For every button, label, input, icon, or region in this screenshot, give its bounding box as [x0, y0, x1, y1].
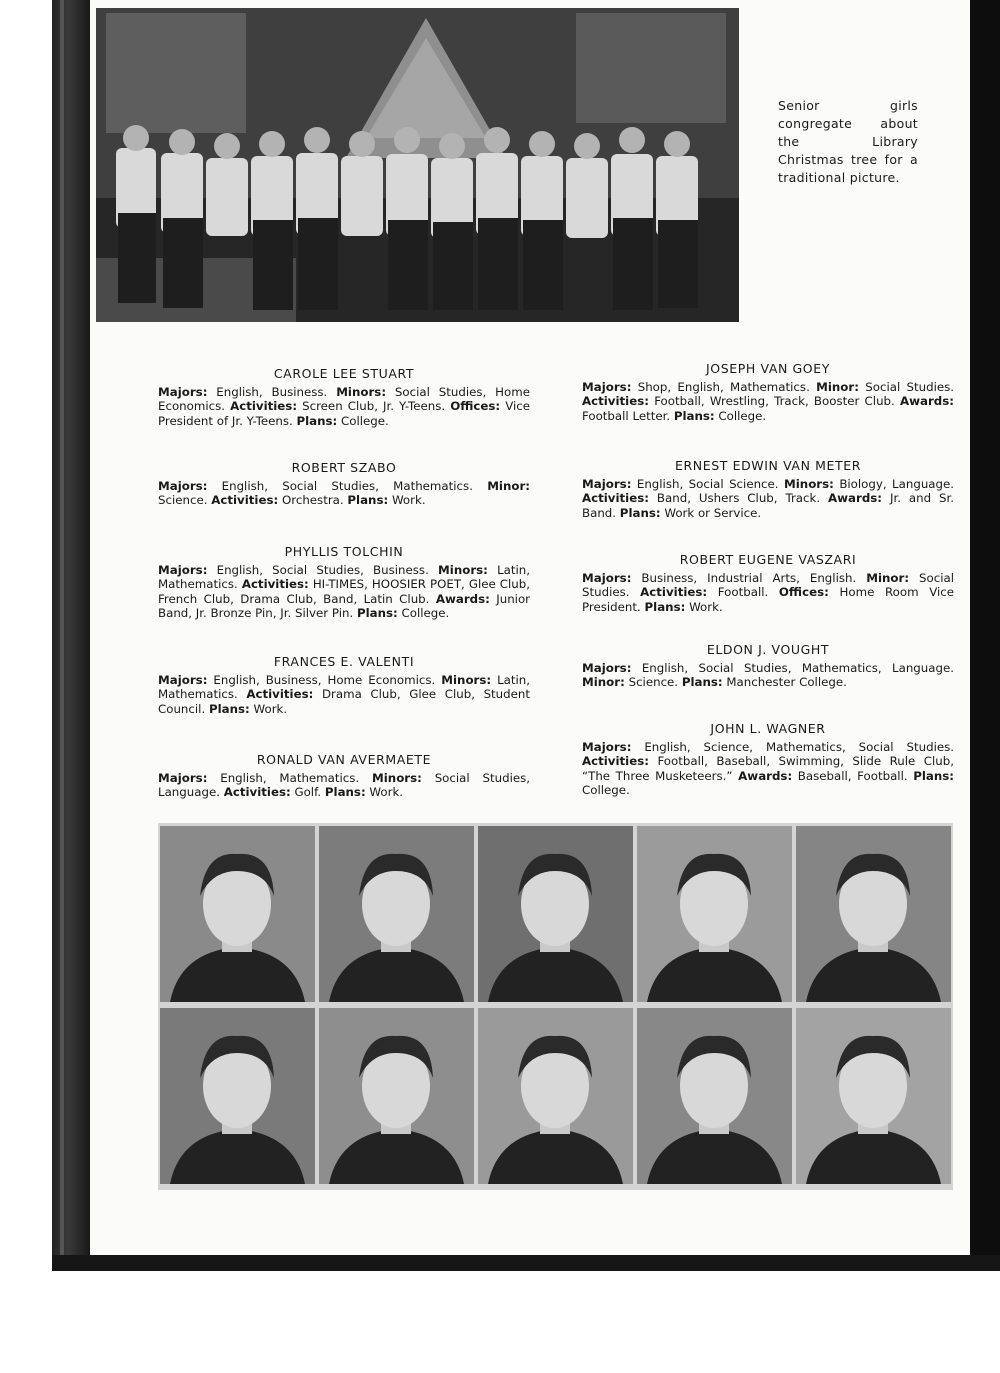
bio-text: Majors: English, Social Studies, Mathematics. Minor: Science. Activities: Orchestra. Plans: Work. [158, 478, 531, 508]
senior-portrait-grid [158, 823, 953, 1190]
activities-label: Activities: [246, 687, 314, 702]
senior-portrait-photo [637, 1008, 792, 1184]
student-name: JOHN L. WAGNER [710, 721, 826, 736]
bio-robert-szabo [158, 461, 530, 508]
minor-label: Minor: [816, 379, 859, 394]
portrait-drawing [319, 826, 474, 1002]
awards-label: Awards: [435, 591, 490, 606]
activities-label: Activities: [640, 585, 708, 600]
senior-portrait-photo [478, 1008, 633, 1184]
senior-portrait-photo [637, 826, 792, 1002]
portrait-drawing [478, 1008, 633, 1184]
student-name: RONALD VAN AVERMAETE [256, 752, 432, 767]
plans-label: Plans: [356, 606, 398, 621]
bio-text: Majors: English, Science, Mathematics, Social Studies. Activities: Football, Baseball, Swimming, Slide Rule Club, “The Three Musketeers.” Awards: Baseball, Football. Plans: College. [582, 739, 955, 798]
plans-label: Plans: [324, 785, 366, 800]
bio-text: Majors: English, Business. Minors: Social Studies, Home Economics. Activities: Screen Club, Jr. Y-Teens. Offices: Vice President of Jr. Y-Teens. Plans: College. [158, 384, 531, 428]
majors-label: Majors: [582, 739, 632, 754]
minors-label: Minors: [784, 476, 834, 491]
binding-edge [60, 0, 64, 1260]
plans-label: Plans: [913, 768, 955, 783]
portrait-drawing [478, 826, 633, 1002]
activities-label: Activities: [241, 577, 309, 592]
group-photo-senior-girls [96, 8, 739, 322]
activities-label: Activities: [230, 399, 298, 414]
student-name: ELDON J. VOUGHT [706, 642, 830, 657]
bio-text: Majors: English, Social Science. Minors: Biology, Language. Activities: Band, Ushers Club, Track. Awards: Jr. and Sr. Band. Plans: Work or Service. [582, 476, 955, 520]
senior-portrait-photo [796, 826, 951, 1002]
student-name: FRANCES E. VALENTI [273, 654, 415, 669]
offices-label: Offices: [450, 399, 501, 414]
portrait-drawing [160, 826, 315, 1002]
bio-ronald-van-avermaete [158, 753, 530, 800]
awards-label: Awards: [900, 394, 954, 409]
plans-label: Plans: [347, 493, 389, 508]
minors-label: Minors: [336, 384, 387, 399]
senior-portrait-photo [160, 1008, 315, 1184]
plans-label: Plans: [681, 675, 723, 690]
portrait-drawing [319, 1008, 474, 1184]
photo-caption: Senior girls congregate about the Library Christmas tree for a traditional picture. [778, 98, 918, 185]
minor-label: Minor: [582, 675, 625, 690]
senior-portrait-photo [319, 826, 474, 1002]
bio-text: Majors: English, Mathematics. Minors: Social Studies, Language. Activities: Golf. Plans: Work. [158, 770, 530, 800]
bio-phyllis-tolchin [158, 545, 530, 621]
majors-label: Majors: [158, 770, 208, 785]
plans-label: Plans: [208, 701, 250, 716]
majors-label: Majors: [158, 384, 208, 399]
portrait-drawing [637, 826, 792, 1002]
plans-label: Plans: [644, 599, 686, 614]
majors-label: Majors: [582, 660, 632, 675]
bio-text: Majors: English, Business, Home Economics. Minors: Latin, Mathematics. Activities: Drama Club, Glee Club, Student Council. Plans: Work. [158, 672, 531, 716]
bottom-scan-edge [52, 1255, 1000, 1271]
majors-label: Majors: [582, 570, 632, 585]
awards-label: Awards: [738, 768, 793, 783]
majors-label: Majors: [582, 379, 632, 394]
book-binding [52, 0, 92, 1260]
bio-frances-e-valenti [158, 655, 530, 716]
group-photo-drawing [96, 8, 739, 322]
bio-ernest-edwin-van-meter [582, 459, 954, 520]
bio-text: Majors: English, Social Studies, Mathematics, Language. Minor: Science. Plans: Manchester College. [582, 660, 954, 690]
student-name: ROBERT EUGENE VASZARI [679, 552, 857, 567]
bio-text: Majors: Shop, English, Mathematics. Minor: Social Studies. Activities: Football, Wrestling, Track, Booster Club. Awards: Football Letter. Plans: College. [582, 379, 955, 423]
student-name: JOSEPH VAN GOEY [706, 361, 830, 376]
plans-label: Plans: [619, 505, 661, 520]
bio-joseph-van-goey [582, 362, 954, 423]
senior-portrait-photo [160, 826, 315, 1002]
minor-label: Minor: [487, 478, 531, 493]
senior-portrait-photo [319, 1008, 474, 1184]
senior-portrait-photo [796, 1008, 951, 1184]
activities-label: Activities: [582, 491, 649, 506]
awards-label: Awards: [828, 491, 883, 506]
student-name: CAROLE LEE STUART [273, 366, 415, 381]
plans-label: Plans: [296, 413, 338, 428]
student-name: ROBERT SZABO [291, 460, 397, 475]
activities-label: Activities: [582, 754, 649, 769]
offices-label: Offices: [778, 585, 829, 600]
bio-john-l-wagner [582, 722, 954, 798]
minors-label: Minors: [438, 562, 488, 577]
bio-carole-lee-stuart [158, 367, 530, 428]
bio-text: Majors: Business, Industrial Arts, English. Minor: Social Studies. Activities: Football. Offices: Home Room Vice President. Plans: Work. [582, 570, 955, 614]
minors-label: Minors: [441, 672, 492, 687]
minor-label: Minor: [866, 570, 910, 585]
bio-robert-eugene-vaszari [582, 553, 954, 614]
right-scan-edge [970, 0, 1000, 1268]
portrait-drawing [796, 1008, 951, 1184]
majors-label: Majors: [158, 562, 208, 577]
portrait-drawing [160, 1008, 315, 1184]
majors-label: Majors: [158, 672, 208, 687]
bio-eldon-j-vought [582, 643, 954, 690]
majors-label: Majors: [158, 478, 208, 493]
portrait-drawing [796, 826, 951, 1002]
portrait-drawing [637, 1008, 792, 1184]
minors-label: Minors: [372, 770, 422, 785]
student-name: PHYLLIS TOLCHIN [284, 544, 404, 559]
senior-portrait-photo [478, 826, 633, 1002]
bio-text: Majors: English, Social Studies, Business. Minors: Latin, Mathematics. Activities: HI-TIMES, HOOSIER POET, Glee Club, French Club, Drama Club, Band, Latin Club. Awards: Junior Band, Jr. Bronze Pin, Jr. Silver Pin. Plans: College. [158, 562, 531, 621]
activities-label: Activities: [211, 493, 279, 508]
plans-label: Plans: [673, 408, 715, 423]
activities-label: Activities: [223, 785, 291, 800]
student-name: ERNEST EDWIN VAN METER [675, 458, 861, 473]
activities-label: Activities: [582, 394, 649, 409]
majors-label: Majors: [582, 476, 632, 491]
